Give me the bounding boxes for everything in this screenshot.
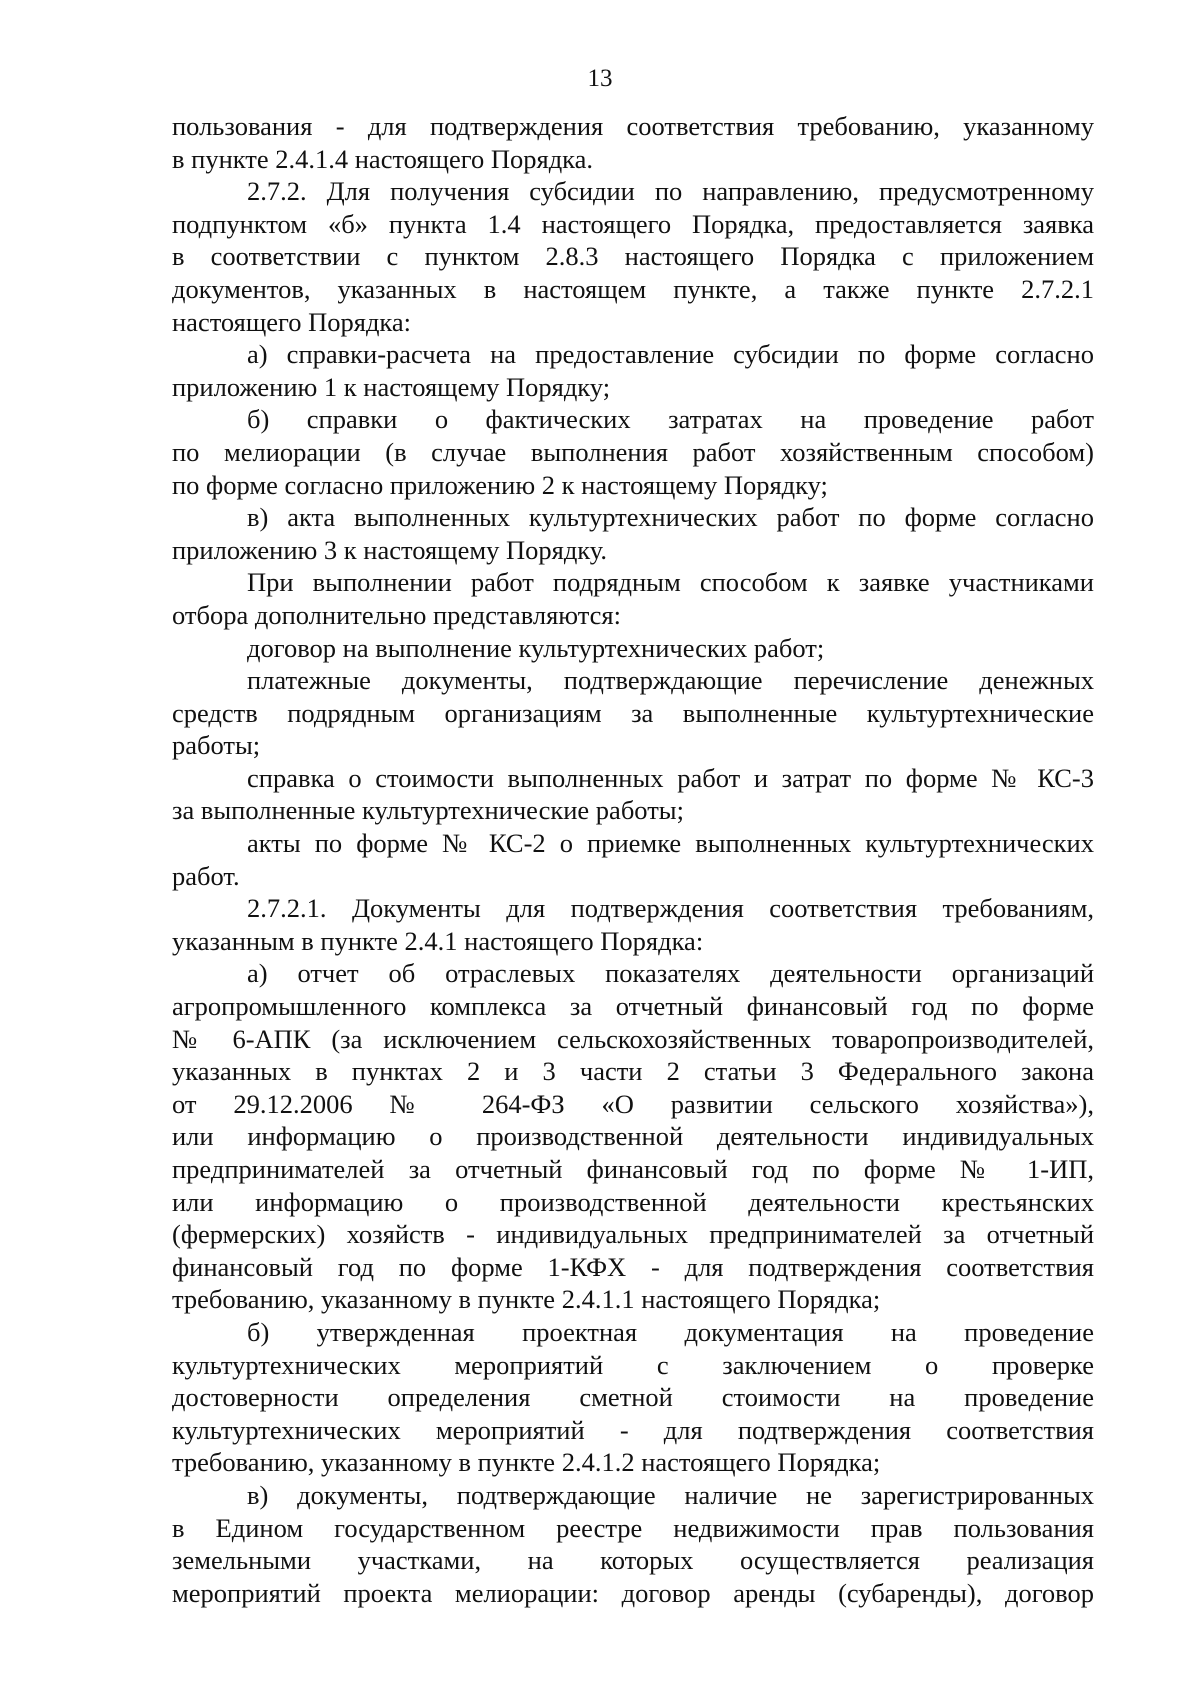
text-line: указанных в пунктах 2 и 3 части 2 статьи 3 Федерального закона [172,1056,1094,1087]
text-line: приложению 3 к настоящему Порядку. [172,534,608,565]
text-line: в) документы, подтверждающие наличие не зарегистрированных [247,1479,1094,1510]
text-line: 2.7.2. Для получения субсидии по направлению, предусмотренному [247,176,1094,207]
text-line: в) акта выполненных культуртехнических работ по форме согласно [247,502,1094,533]
text-line: по форме согласно приложению 2 к настоящему Порядку; [172,469,828,500]
text-line: работ. [172,860,240,891]
text-line: (фермерских) хозяйств - индивидуальных предпринимателей за отчетный [172,1219,1094,1250]
text-line: достоверности определения сметной стоимости на проведение [172,1382,1094,1413]
text-line: требованию, указанному в пункте 2.4.1.1 настоящего Порядка; [172,1284,881,1315]
text-line: за выполненные культуртехнические работы; [172,795,684,826]
text-line: или информацию о производственной деятельности крестьянских [172,1186,1094,1217]
text-line: приложению 1 к настоящему Порядку; [172,371,611,402]
text-line: в Едином государственном реестре недвижимости прав пользования [172,1512,1094,1543]
text-line: агропромышленного комплекса за отчетный финансовый год по форме [172,991,1094,1022]
text-line: пользования - для подтверждения соответствия требованию, указанному [172,111,1094,141]
text-line: предпринимателей за отчетный финансовый год по форме № 1-ИП, [172,1154,1094,1184]
text-line: подпунктом «б» пункта 1.4 настоящего Порядка, предоставляется заявка [172,208,1094,239]
text-line: б) утвержденная проектная документация на проведение [247,1316,1094,1347]
page-number: 13 [587,65,613,92]
text-line: средств подрядным организациям за выполненные культуртехнические [172,697,1094,728]
document-body [172,110,1094,1609]
text-line: б) справки о фактических затратах на проведение работ [247,404,1094,435]
text-line: документов, указанных в настоящем пункте, а также пункте 2.7.2.1 [172,273,1094,304]
text-line: финансовый год по форме 1-КФХ - для подтверждения соответствия [172,1251,1094,1282]
text-line: справка о стоимости выполненных работ и затрат по форме № КС-3 [247,762,1094,793]
text-line: требованию, указанному в пункте 2.4.1.2 настоящего Порядка; [172,1447,881,1478]
text-line: в соответствии с пунктом 2.8.3 настоящего Порядка с приложением [172,241,1094,272]
text-line: указанным в пункте 2.4.1 настоящего Порядка: [172,925,704,956]
text-line: № 6-АПК (за исключением сельскохозяйственных товаропроизводителей, [172,1023,1094,1054]
text-line: 2.7.2.1. Документы для подтверждения соответствия требованиям, [247,893,1094,924]
text-line: земельными участками, на которых осуществляется реализация [172,1545,1094,1576]
text-line: культуртехнических мероприятий с заключением о проверке [172,1349,1094,1380]
text-line: акты по форме № КС-2 о приемке выполненных культуртехнических [247,828,1094,859]
text-line: договор на выполнение культуртехнических работ; [247,632,825,663]
text-line: а) отчет об отраслевых показателях деятельности организаций [247,958,1094,989]
text-line: мероприятий проекта мелиорации: договор аренды (субаренды), договор [172,1577,1094,1608]
text-line: по мелиорации (в случае выполнения работ хозяйственным способом) [172,436,1094,467]
text-line: При выполнении работ подрядным способом к заявке участниками [247,567,1094,598]
text-line: работы; [172,730,261,761]
text-line: от 29.12.2006 № 264-ФЗ «О развитии сельского хозяйства»), [172,1088,1094,1119]
text-line: или информацию о производственной деятельности индивидуальных [172,1121,1094,1152]
text-line: платежные документы, подтверждающие перечисление денежных [247,665,1094,696]
text-line: культуртехнических мероприятий - для подтверждения соответствия [172,1414,1094,1445]
text-line: отбора дополнительно представляются: [172,599,621,630]
text-line: настоящего Порядка: [172,306,412,337]
text-line: в пункте 2.4.1.4 настоящего Порядка. [172,143,594,174]
text-line: а) справки-расчета на предоставление субсидии по форме согласно [247,339,1094,370]
